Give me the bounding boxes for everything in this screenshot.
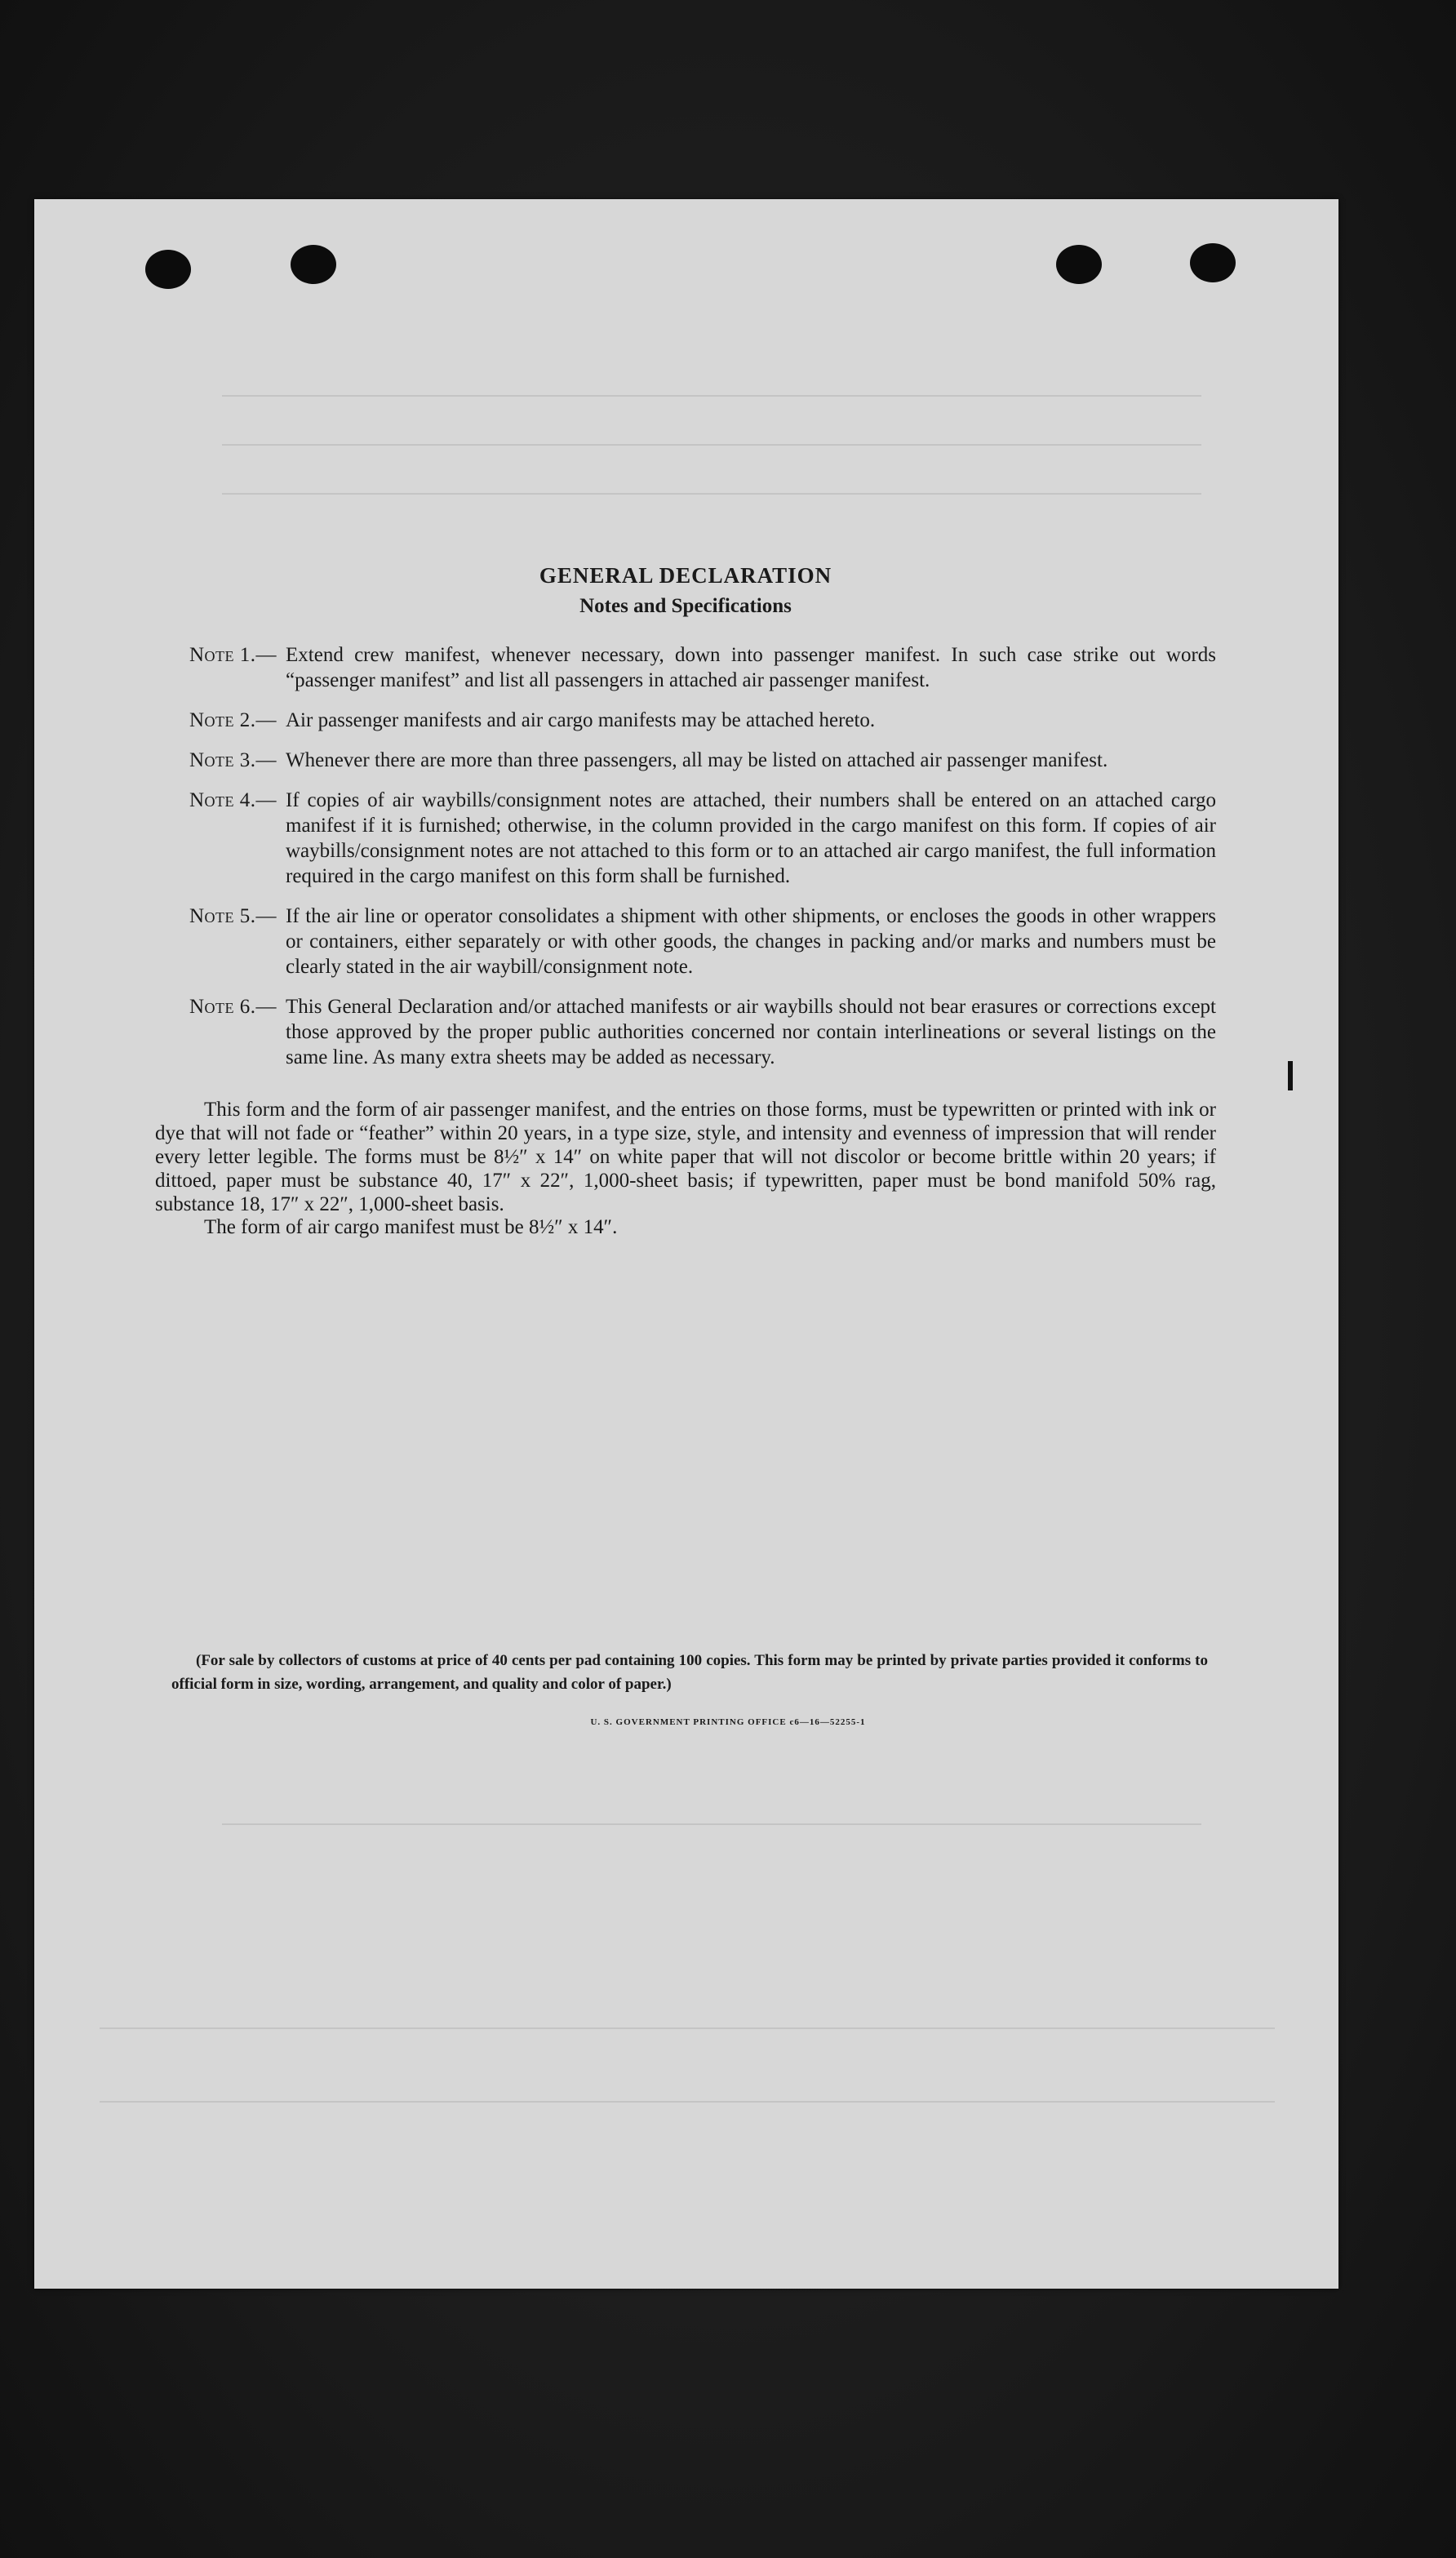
page-title: GENERAL DECLARATION: [539, 563, 832, 588]
note-text: Extend crew manifest, whenever necessary, down into passenger manifest. In such case strike out words “passenger manifest” and list all passengers in attached air passenger manifest.: [286, 644, 1216, 691]
page-subtitle: Notes and Specifications: [579, 595, 792, 617]
note-text: If the air line or operator consolidates a shipment with other shipments, or encloses the goods in other wrappers or containers, either separately or with other goods, the changes in packing and/or marks and numbers must be clearly stated in the air waybill/consignment note.: [286, 905, 1216, 978]
bleed-through-line: [100, 2101, 1275, 2103]
note-3: [155, 748, 1216, 773]
printer-line: U. S. GOVERNMENT PRINTING OFFICE c6—16—52255-1: [590, 1717, 866, 1727]
punch-hole-4: [1190, 243, 1236, 282]
note-5: [155, 904, 1216, 979]
note-6: [155, 994, 1216, 1070]
note-label: Note 1.—: [189, 644, 277, 666]
form-specification-paragraph: This form and the form of air passenger manifest, and the entries on those forms, must be typewritten or printed with ink or dye that will not fade or “feather” within 20 years, in a type size, style, and intensity and evenness of impression that will render every letter legible. The forms must be 8½″ x 14″ on white paper that will not discolor or become brittle within 20 years; if dittoed, paper must be substance 40, 17″ x 22″, 1,000-sheet basis; if typewritten, paper must be bond manifold 50% rag, substance 18, 17″ x 22″, 1,000-sheet basis.: [155, 1099, 1216, 1215]
bleed-through-line: [222, 395, 1201, 397]
form-page: [34, 199, 1338, 2289]
note-text: This General Declaration and/or attached manifests or air waybills should not bear erasures or corrections except those approved by the proper public authorities concerned nor contain interlineations or several listings on the same line. As many extra sheets may be added as necessary.: [286, 996, 1216, 1068]
punch-hole-2: [291, 245, 336, 284]
note-1: [155, 642, 1216, 693]
note-4: [155, 788, 1216, 889]
bleed-through-line: [222, 444, 1201, 446]
punch-hole-3: [1056, 245, 1102, 284]
note-label: Note 3.—: [189, 749, 277, 771]
note-label: Note 4.—: [189, 789, 277, 811]
note-2: [155, 708, 1216, 733]
note-label: Note 6.—: [189, 996, 277, 1018]
note-text: If copies of air waybills/consignment notes are attached, their numbers shall be entered on an attached cargo manifest if it is furnished; otherwise, in the column provided in the cargo manifest on this form. If copies of air waybills/consignment notes are not attached to this form or to an attached air cargo manifest, the full information required in the cargo manifest on this form shall be furnished.: [286, 789, 1216, 887]
margin-mark: [1288, 1061, 1293, 1090]
notes-section: [155, 563, 1216, 1239]
note-text: Whenever there are more than three passengers, all may be listed on attached air passenger manifest.: [286, 749, 1108, 771]
bleed-through-line: [222, 1823, 1201, 1825]
bleed-through-line: [222, 493, 1201, 495]
note-label: Note 2.—: [189, 709, 277, 731]
cargo-manifest-size: The form of air cargo manifest must be 8½″ x 14″.: [204, 1216, 618, 1238]
sale-notice: (For sale by collectors of customs at price of 40 cents per pad containing 100 copies. This form may be printed by private parties provided it conforms to official form in size, wording, arrangement, and quality and color of paper.): [171, 1652, 1208, 1693]
bleed-through-line: [100, 2027, 1275, 2029]
punch-hole-1: [145, 250, 191, 289]
note-label: Note 5.—: [189, 905, 277, 927]
note-text: Air passenger manifests and air cargo manifests may be attached hereto.: [286, 709, 876, 731]
